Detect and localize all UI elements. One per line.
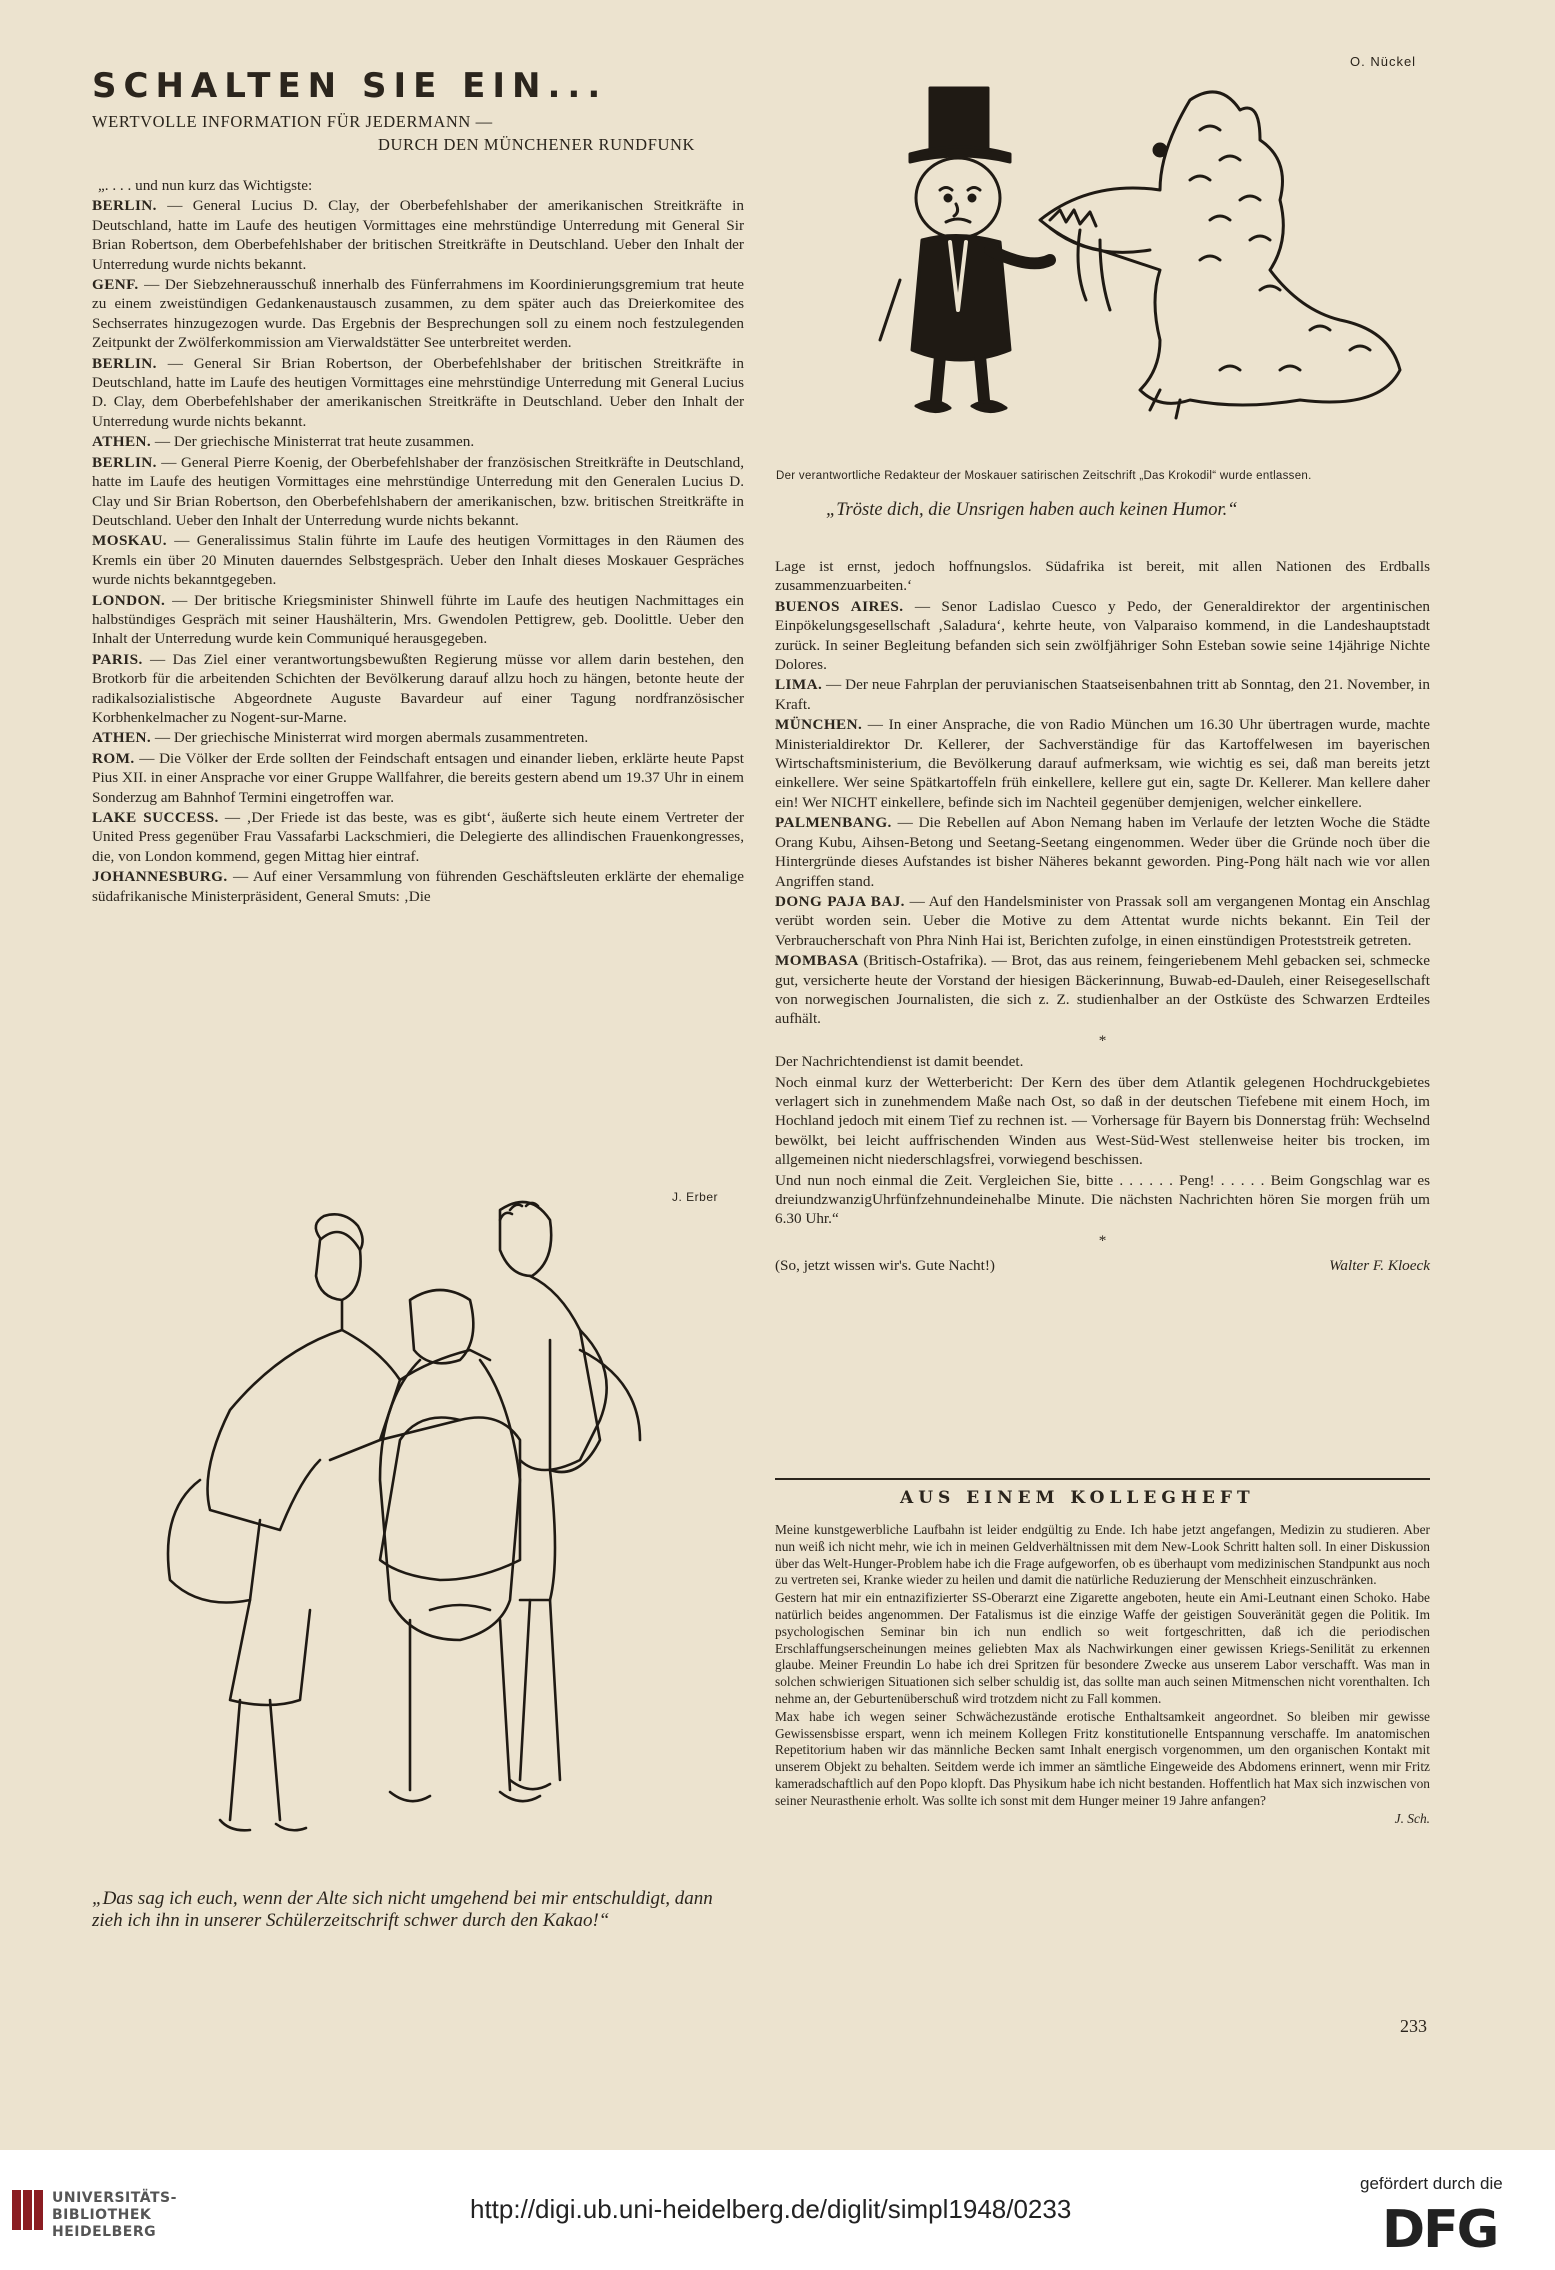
news-item: LONDON. — Der britische Kriegsminister Shinwell führte im Laufe des heutigen Nachmittages ein halbstündiges Gespräch mit seiner Haushälterin, Mrs. Gwendolen Pettigrew, geb. Doolittle. Ueber den Inhalt der Unterredung wurde kein Communiqué herausgegeben. <box>92 591 744 648</box>
news-place: MOSKAU. <box>92 532 167 550</box>
news-item: MÜNCHEN. — In einer Ansprache, die von Radio München um 16.30 Uhr übertragen wurde, machte Ministerialdirektor Dr. Kellerer, der Sachverständige für das Kartoffelwesen im bayerischen Wirtschaftsministerium, die Bevölkerung darauf aufmerksam, wie wichtig es sei, daß man bereits jetzt einkellere. Wer seine Spätkartoffeln früh einkellere, kellere gut ein, sagte Dr. Kellerer. Man kellere daher ein! Wer NICHT einkellere, befinde sich im Nachteil gegenüber demjenigen, welcher einkellere. <box>775 716 1430 811</box>
news-column-right <box>775 557 1430 1277</box>
news-item: PARIS. — Das Ziel einer verantwortungsbewußten Regierung müsse vor allem darin bestehen, den Brotkorb für die arbeitenden Schichten der Bevölkerung darauf allzu hoch zu hängen, betonte heute der radikalsozialistische Abgeordnete Auguste Bavardeur auf einer Tagung nordfranzösischer Korbhenkelmacher zu Nogent-sur-Marne. <box>92 650 744 726</box>
kolleg-paragraph: Gestern hat mir ein entnazifizierter SS-Oberarzt eine Zigarette angeboten, heute ein Ami-Leutnant einen Schoko. Habe natürlich beides angenommen. Der Fatalismus ist die einzige Waffe der geistigen Souveränität gegen die Politik. Im psychologischen Seminar bin ich nun endlich so weit fortgeschritten, daß ich die periodischen Erschlaffungserscheinungen meines geliebten Max als Nachwirkungen einer gewissen Kriegs-Senilität zu erkennen glaube. Meiner Freundin Lo habe ich drei Spritzen für besondere Zwecke aus unserem Labor verschafft. Was man in solchen schwierigen Situationen sich selber schuldig ist, das sollte man auch seinen Mitmenschen nicht vorenthalten. Ich nehme an, der Geburtenüberschuß wird trotzdem nicht zu Fall kommen. <box>775 1590 1430 1706</box>
signoff: (So, jetzt wissen wir's. Gute Nacht!) <box>775 1257 995 1275</box>
news-place: BERLIN. <box>92 453 157 471</box>
kolleg-author: J. Sch. <box>1394 1810 1430 1826</box>
news-column-left <box>92 176 744 907</box>
news-item: LAKE SUCCESS. — ‚Der Friede ist das beste, was es gibt‘, äußerte sich heute einem Vertreter der United Press gegenüber Frau Vassafarbi Lackschmieri, die Delegierte des allindischen Frauenkongresses, die, von London kommend, gegen Mittag hier eintraf. <box>92 809 744 865</box>
news-item: MOMBASA (Britisch-Ostafrika). — Brot, das aus reinem, feingeriebenem Mehl gebacken sei, schmecke gut, versicherte heute der Vorstand der hiesigen Bäckerinnung, Buwab-ed-Dauleh, einer Reisegesellschaft von norwegischen Journalisten, die sich z. Z. studienhalber an der Ostküste des Schwarzen Erdteiles aufhält. <box>775 952 1430 1028</box>
news-intro: „. . . . und nun kurz das Wichtigste: <box>98 177 313 194</box>
cartoon-bottom-caption: „Das sag ich euch, wenn der Alte sich nicht umgehend bei mir entschuldigt, dann zieh ich ihn in unserer Schülerzeitschrift schwer durch den Kakao!“ <box>92 1888 713 1931</box>
news-item: ROM. — Die Völker der Erde sollten der Feindschaft entsagen und einander lieben, erklärte heute Papst Pius XII. in einer Ansprache vor einer Gruppe Wallfahrer, die bereits gestern abend um 19.37 Uhr in einem Sonderzug am Bahnhof Termini eingetroffen war. <box>92 749 744 806</box>
closing-text: Der Nachrichtendienst ist damit beendet. <box>775 1053 1024 1071</box>
news-item: ATHEN. — Der griechische Ministerrat trat heute zusammen. <box>92 433 475 451</box>
news-place: LIMA. <box>775 676 823 694</box>
news-place: PALMENBANG. <box>775 814 892 832</box>
news-place: PARIS. <box>92 650 143 668</box>
permalink[interactable]: http://digi.ub.uni-heidelberg.de/diglit/simpl1948/0233 <box>470 2194 1072 2224</box>
news-place: ATHEN. <box>92 729 152 747</box>
news-item: LIMA. — Der neue Fahrplan der peruvianischen Staatseisenbahnen tritt ab Sonntag, den 21. November, in Kraft. <box>775 676 1430 713</box>
subtitle-line-2: DURCH DEN MÜNCHENER RUNDFUNK <box>378 135 696 154</box>
article-author: Walter F. Kloeck <box>1329 1257 1430 1275</box>
news-place: MÜNCHEN. <box>775 716 863 734</box>
news-item: JOHANNESBURG. — Auf einer Versammlung von führenden Geschäftsleuten erklärte der ehemalige südafrikanische Ministerpräsident, General Smuts: ‚Die <box>92 868 744 905</box>
dfg-logo[interactable]: DFG <box>1382 2200 1498 2260</box>
news-place: DONG PAJA BAJ. <box>775 892 905 910</box>
kolleg-text <box>775 1522 1430 1828</box>
cartoon-top-artist: O. Nückel <box>1350 54 1417 69</box>
library-name: UNIVERSITÄTS- BIBLIOTHEK HEIDELBERG <box>52 2190 177 2240</box>
news-place: MOMBASA <box>775 952 859 970</box>
news-place: JOHANNESBURG. <box>92 868 228 886</box>
news-item: PALMENBANG. — Die Rebellen auf Abon Nemang haben im Verlaufe der letzten Woche die Städte Orang Kubu, Aihsen-Betong und Seetang-Seetang eingenommen. Weder über die Gründe noch über die Hintergründe dieses Aufstandes ist bisher Näheres bekannt geworden. Ping-Pong hält nach wie vor allen Angriffen stand. <box>775 814 1430 890</box>
news-item: BERLIN. — General Lucius D. Clay, der Oberbefehlshaber der amerikanischen Streitkräfte in Deutschland, hatte im Laufe des heutigen Vormittages eine mehrstündige Unterredung mit General Sir Brian Robertson, dem Oberbefehlshaber der britischen Streitkräfte in Deutschland. Ueber den Inhalt der Unterredung wurde nichts bekannt. <box>92 197 744 273</box>
kolleg-title: AUS EINEM KOLLEGHEFT <box>900 1488 1255 1508</box>
time-announcement: Und nun noch einmal die Zeit. Vergleichen Sie, bitte . . . . . . Peng! . . . . . Beim Gongschlag war es dreiundzwanzigUhrfünfzehnundeinehalbe Minute. Die nächsten Nachrichten hören Sie morgen früh um 6.30 Uhr.“ <box>775 1171 1430 1228</box>
kolleg-paragraph: Meine kunstgewerbliche Laufbahn ist leider endgültig zu Ende. Ich habe jetzt angefangen, Medizin zu studieren. Aber nun weiß ich nicht mehr, wie ich in meinen Geldverhältnissen mit dem New-Look Schritt halten soll. In einer Diskussion über das Welt-Hunger-Problem habe ich die Frage aufgeworfen, ob es überhaupt vom medizinischen Standpunkt aus noch zu vertreten sei, Kranke wieder zu heilen und damit die natürliche Reduzierung der Menschheit einzuschränken. <box>775 1522 1430 1588</box>
news-place: LAKE SUCCESS. <box>92 809 219 826</box>
page-number: 233 <box>1400 2016 1427 2036</box>
page-title: SCHALTEN SIE EIN... <box>92 66 608 106</box>
news-continuation: Lage ist ernst, jedoch hoffnungslos. Südafrika ist bereit, mit allen Nationen des Erdballs zusammenzuarbeiten.‘ <box>775 558 1430 595</box>
section-star: * <box>1098 1231 1107 1249</box>
signoff-line <box>775 1256 1430 1275</box>
news-place: BERLIN. <box>92 354 157 372</box>
cartoon-top-credit: Der verantwortliche Redakteur der Moskauer satirischen Zeitschrift „Das Krokodil“ wurde entlassen. <box>776 470 1312 482</box>
news-item: GENF. — Der Siebzehnerausschuß innerhalb des Fünferrahmens im Koordinierungsgremium trat heute zu einem zweistündigen Gedankenaustausch zusammen, zu dem später auch das Dreierkomitee des Sechserrates hinzugezogen wurde. Das Ergebnis der Besprechungen soll zu einem noch festzulegenden Zeitpunkt der Zwölferkommission am Vierwaldstätter See unterbreitet werden. <box>92 276 744 352</box>
news-item: BUENOS AIRES. — Senor Ladislao Cuesco y Pedo, der Generaldirektor der argentinischen Einpökelungsgesellschaft ‚Saladura‘, kehrte heute, von Valparaiso kommend, in die Landeshauptstadt zurück. In seiner Begleitung befanden sich sein zwölfjähriger Sohn Esteban sowie seine 14jährige Nichte Dolores. <box>775 597 1430 674</box>
subtitle-line-1: WERTVOLLE INFORMATION FÜR JEDERMANN — <box>92 112 493 131</box>
news-item: DONG PAJA BAJ. — Auf den Handelsminister von Prassak soll am vergangenen Montag ein Anschlag verübt worden sein. Ueber die Motive zu dem Attentat wurde nichts bekannt. Ein Teil der Verbraucherschaft von Phra Ninh Hai ist, Berichten zufolge, in einen einstündigen Proteststreik getreten. <box>775 892 1430 949</box>
cartoon-top-caption: „Tröste dich, die Unsrigen haben auch keinen Humor.“ <box>826 500 1238 520</box>
cartoon-bottom-illustration <box>80 1180 720 1880</box>
news-place: ATHEN. <box>92 433 152 451</box>
weather-report: Noch einmal kurz der Wetterbericht: Der Kern des über dem Atlantik gelegenen Hochdruckgebietes verlagert sich in zunehmendem Maße nach Ost, so daß in der deutschen Tiefebene mit einem Hoch, im Hochland jedoch mit einem Tief zu rechnen ist. — Vorhersage für Bayern bis Donnerstag früh: Wechselnd bewölkt, bei leicht auffrischenden Winden aus West-Süd-West stellenweise heiter bis trocken, im allgemeinen nicht niederschlagsfrei, vorwiegend beschissen. <box>775 1073 1430 1169</box>
cartoon-top-illustration <box>860 70 1420 460</box>
news-place: GENF. <box>92 276 139 294</box>
news-item: BERLIN. — General Pierre Koenig, der Oberbefehlshaber der französischen Streitkräfte in Deutschland, hatte im Laufe des heutigen Vormittages eine mehrstündige Unterredung mit den Generalen Lucius D. Clay und Sir Brian Robertson, den Oberbefehlshabern der amerikanischen, bzw. britischen Streitkräfte in Deutschland. Ueber den Inhalt der Unterredung wurde nichts bekannt. <box>92 453 744 529</box>
section-star: * <box>1098 1031 1107 1049</box>
funding-label: gefördert durch die <box>1360 2174 1503 2193</box>
news-item: BERLIN. — General Sir Brian Robertson, der Oberbefehlshaber der britischen Streitkräfte in Deutschland, hatte im Laufe des heutigen Vormittages eine mehrstündige Unterredung mit General Lucius D. Clay, dem Oberbefehlshaber der amerikanischen Streitkräfte in Deutschland. Ueber den Inhalt der Unterredung wurde nichts bekannt. <box>92 354 744 430</box>
cartoon-bottom-artist: J. Erber <box>672 1190 719 1204</box>
news-item: ATHEN. — Der griechische Ministerrat wird morgen abermals zusammentreten. <box>92 729 589 747</box>
section-divider <box>775 1478 1430 1480</box>
library-logo-icon <box>12 2190 44 2230</box>
news-place: ROM. <box>92 749 135 767</box>
news-item: MOSKAU. — Generalissimus Stalin führte im Laufe des heutigen Vormittages in den Räumen des Kremls ein über 20 Minuten dauerndes Selbstgespräch. Ueber den Inhalt dieses Moskauer Gespräches wurde nichts bekanntgegeben. <box>92 532 744 589</box>
news-place: BUENOS AIRES. <box>775 597 904 615</box>
news-place: BERLIN. <box>92 197 157 215</box>
news-place: LONDON. <box>92 591 166 609</box>
kolleg-paragraph: Max habe ich wegen seiner Schwächezustände erotische Enthaltsamkeit angeordnet. So bleiben mir gewisse Gewissensbisse erspart, wenn ich meinem Kollegen Fritz konstitutionelle Entspannung verschaffe. Im anatomischen Repetitorium haben wir das männliche Becken samt Inhalt energisch vorgenommen, um den organischen Kontakt mit unserem Objekt zu behalten. Seitdem werde ich immer an sämtliche Eingeweide des Abdomens erinnert, wenn mir Fritz kameradschaftlich auf den Popo klopft. Das Physikum habe ich nicht bestanden. Hoffentlich hat Max sich inzwischen von seiner Neurasthenie erholt. Was sollte ich sonst mit dem Hunger meiner 19 Jahre anfangen? <box>775 1708 1430 1808</box>
